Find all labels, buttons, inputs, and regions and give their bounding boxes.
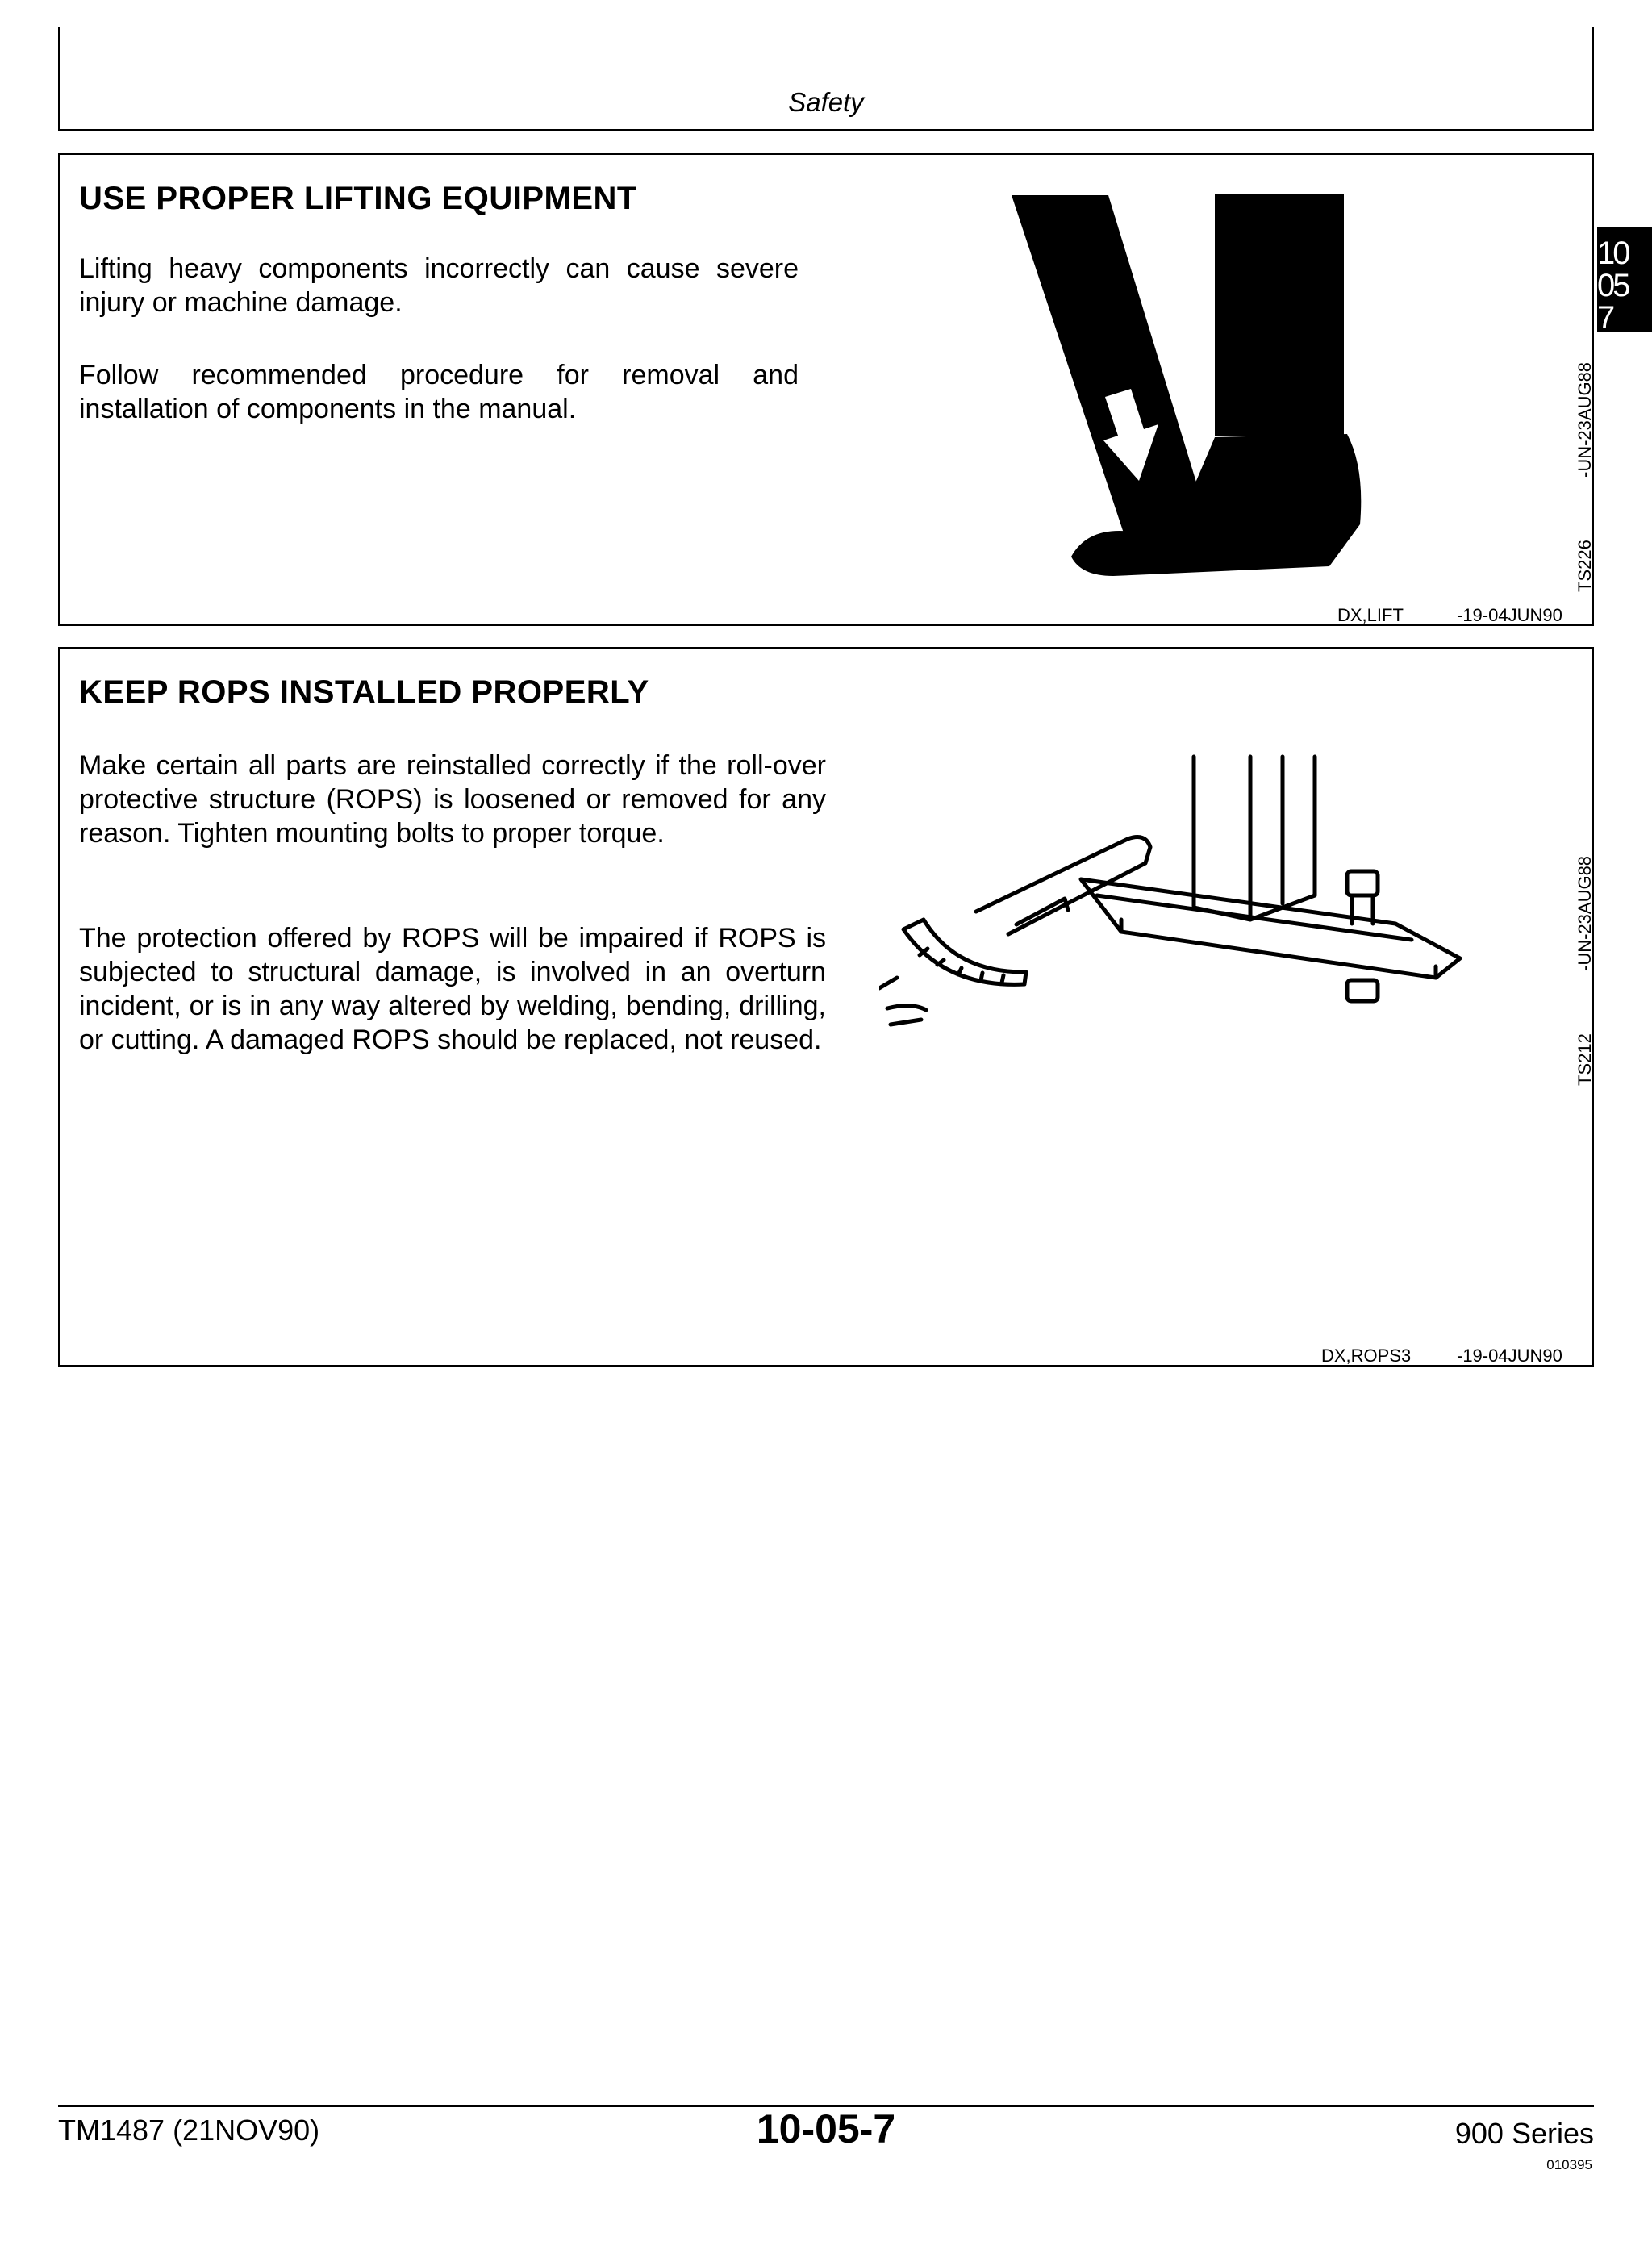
section-heading: KEEP ROPS INSTALLED PROPERLY: [79, 674, 649, 710]
footer-code: 010395: [1546, 2157, 1592, 2172]
image-code-top: -UN-23AUG88: [1575, 361, 1595, 478]
series-name: 900 Series: [1454, 2117, 1594, 2150]
reference-date: -19-04JUN90: [1457, 1346, 1562, 1366]
chapter-tab-line: 05: [1597, 268, 1629, 303]
header-bottom-rule: [58, 129, 1594, 131]
rops-illustration: [879, 742, 1541, 1049]
section-paragraph: Make certain all parts are reinstalled correctly if the roll-over protective structure (ROPS) is loosened or removed for any reason. Tighten mounting bolts to proper torque.: [79, 750, 826, 849]
section-paragraph: The protection offered by ROPS will be impaired if ROPS is subjected to structural damage, is involved in an overturn incident, or is in any way altered by welding, bending, drilling, or cutting. A damaged ROPS should be replaced, not reused.: [79, 923, 826, 1055]
section-heading: USE PROPER LIFTING EQUIPMENT: [79, 181, 637, 216]
section-paragraph: Follow recommended procedure for removal and installation of components in the manual.: [79, 360, 799, 424]
image-code-top: -UN-23AUG88: [1575, 855, 1595, 971]
page-number: 10-05-7: [756, 2106, 896, 2151]
chapter-tab-line: 10: [1597, 236, 1629, 271]
lifting-illustration: [1000, 186, 1387, 589]
reference-date: -19-04JUN90: [1457, 605, 1562, 625]
chapter-tab: [1597, 227, 1652, 336]
reference-id: DX,ROPS3: [1321, 1346, 1412, 1366]
image-code-bottom: TS226: [1575, 540, 1595, 592]
section-title: Safety: [788, 87, 864, 117]
manual-id: TM1487 (21NOV90): [58, 2114, 320, 2147]
image-code-bottom: TS212: [1575, 1033, 1595, 1086]
reference-id: DX,LIFT: [1337, 605, 1404, 625]
chapter-tab-line: 7: [1597, 300, 1613, 336]
section-paragraph: Lifting heavy components incorrectly can cause severe injury or machine damage.: [79, 253, 799, 318]
